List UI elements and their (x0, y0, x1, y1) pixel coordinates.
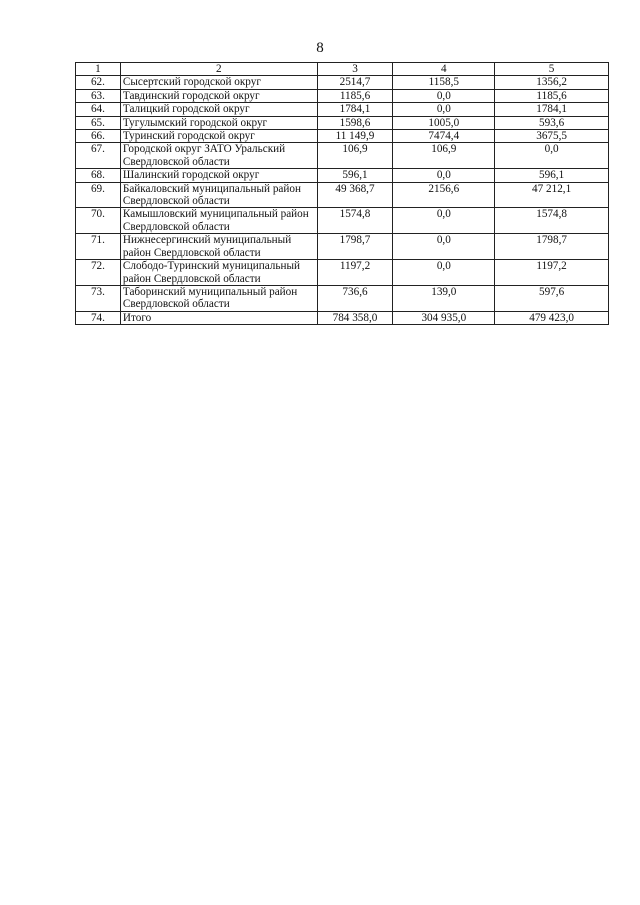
column-header: 1 (76, 63, 121, 76)
table-row (76, 89, 609, 102)
table-row (76, 143, 609, 169)
row-number: 69. (76, 182, 121, 208)
value-col4: 1005,0 (393, 116, 495, 129)
value-col4: 0,0 (393, 208, 495, 234)
value-col4: 1158,5 (393, 76, 495, 89)
value-col4: 106,9 (393, 143, 495, 169)
value-col5: 0,0 (495, 143, 609, 169)
row-number: 67. (76, 143, 121, 169)
value-col5: 3675,5 (495, 130, 609, 143)
value-col3: 49 368,7 (317, 182, 393, 208)
table-row (76, 208, 609, 234)
municipality-name: Нижнесергинский муниципальный район Свердловской области (120, 234, 317, 260)
value-col4: 0,0 (393, 234, 495, 260)
column-header: 2 (120, 63, 317, 76)
value-col3: 1185,6 (317, 89, 393, 102)
row-number: 68. (76, 169, 121, 182)
row-number: 74. (76, 311, 121, 324)
value-col5: 1356,2 (495, 76, 609, 89)
municipality-name: Слободо-Туринский муниципальный район Свердловской области (120, 260, 317, 286)
page-number: 8 (316, 40, 324, 56)
value-col3: 106,9 (317, 143, 393, 169)
total-col4: 304 935,0 (393, 311, 495, 324)
total-col3: 784 358,0 (317, 311, 393, 324)
table-header-row (76, 63, 609, 76)
value-col3: 11 149,9 (317, 130, 393, 143)
value-col5: 1185,6 (495, 89, 609, 102)
table-row (76, 116, 609, 129)
row-number: 63. (76, 89, 121, 102)
row-number: 70. (76, 208, 121, 234)
value-col4: 0,0 (393, 89, 495, 102)
value-col3: 1598,6 (317, 116, 393, 129)
municipality-name: Байкаловский муниципальный район Свердловской области (120, 182, 317, 208)
total-col5: 479 423,0 (495, 311, 609, 324)
value-col3: 1197,2 (317, 260, 393, 286)
municipality-name: Городской округ ЗАТО Уральский Свердловской области (120, 143, 317, 169)
table-row (76, 285, 609, 311)
value-col3: 1574,8 (317, 208, 393, 234)
value-col5: 1798,7 (495, 234, 609, 260)
value-col4: 0,0 (393, 260, 495, 286)
row-number: 72. (76, 260, 121, 286)
value-col5: 597,6 (495, 285, 609, 311)
table-row (76, 130, 609, 143)
municipality-name: Тавдинский городской округ (120, 89, 317, 102)
municipality-name: Тугулымский городской округ (120, 116, 317, 129)
value-col3: 2514,7 (317, 76, 393, 89)
municipality-name: Шалинский городской округ (120, 169, 317, 182)
value-col4: 139,0 (393, 285, 495, 311)
value-col3: 596,1 (317, 169, 393, 182)
table-row-total (76, 311, 609, 324)
table-row (76, 182, 609, 208)
value-col5: 1574,8 (495, 208, 609, 234)
budget-table (75, 62, 609, 325)
row-number: 73. (76, 285, 121, 311)
value-col3: 736,6 (317, 285, 393, 311)
column-header: 3 (317, 63, 393, 76)
value-col5: 1197,2 (495, 260, 609, 286)
row-number: 62. (76, 76, 121, 89)
value-col5: 47 212,1 (495, 182, 609, 208)
row-number: 64. (76, 103, 121, 116)
municipality-name: Талицкий городской округ (120, 103, 317, 116)
table-row (76, 103, 609, 116)
row-number: 66. (76, 130, 121, 143)
value-col3: 1784,1 (317, 103, 393, 116)
value-col4: 7474,4 (393, 130, 495, 143)
value-col4: 0,0 (393, 169, 495, 182)
municipality-name: Камышловский муниципальный район Свердловской области (120, 208, 317, 234)
value-col4: 0,0 (393, 103, 495, 116)
municipality-name: Сысертский городской округ (120, 76, 317, 89)
value-col5: 1784,1 (495, 103, 609, 116)
value-col5: 596,1 (495, 169, 609, 182)
value-col4: 2156,6 (393, 182, 495, 208)
table-row (76, 260, 609, 286)
total-label: Итого (120, 311, 317, 324)
municipality-name: Туринский городской округ (120, 130, 317, 143)
table-row (76, 234, 609, 260)
table-row (76, 169, 609, 182)
column-header: 5 (495, 63, 609, 76)
column-header: 4 (393, 63, 495, 76)
value-col5: 593,6 (495, 116, 609, 129)
row-number: 65. (76, 116, 121, 129)
value-col3: 1798,7 (317, 234, 393, 260)
row-number: 71. (76, 234, 121, 260)
table-row (76, 76, 609, 89)
municipality-name: Таборинский муниципальный район Свердловской области (120, 285, 317, 311)
